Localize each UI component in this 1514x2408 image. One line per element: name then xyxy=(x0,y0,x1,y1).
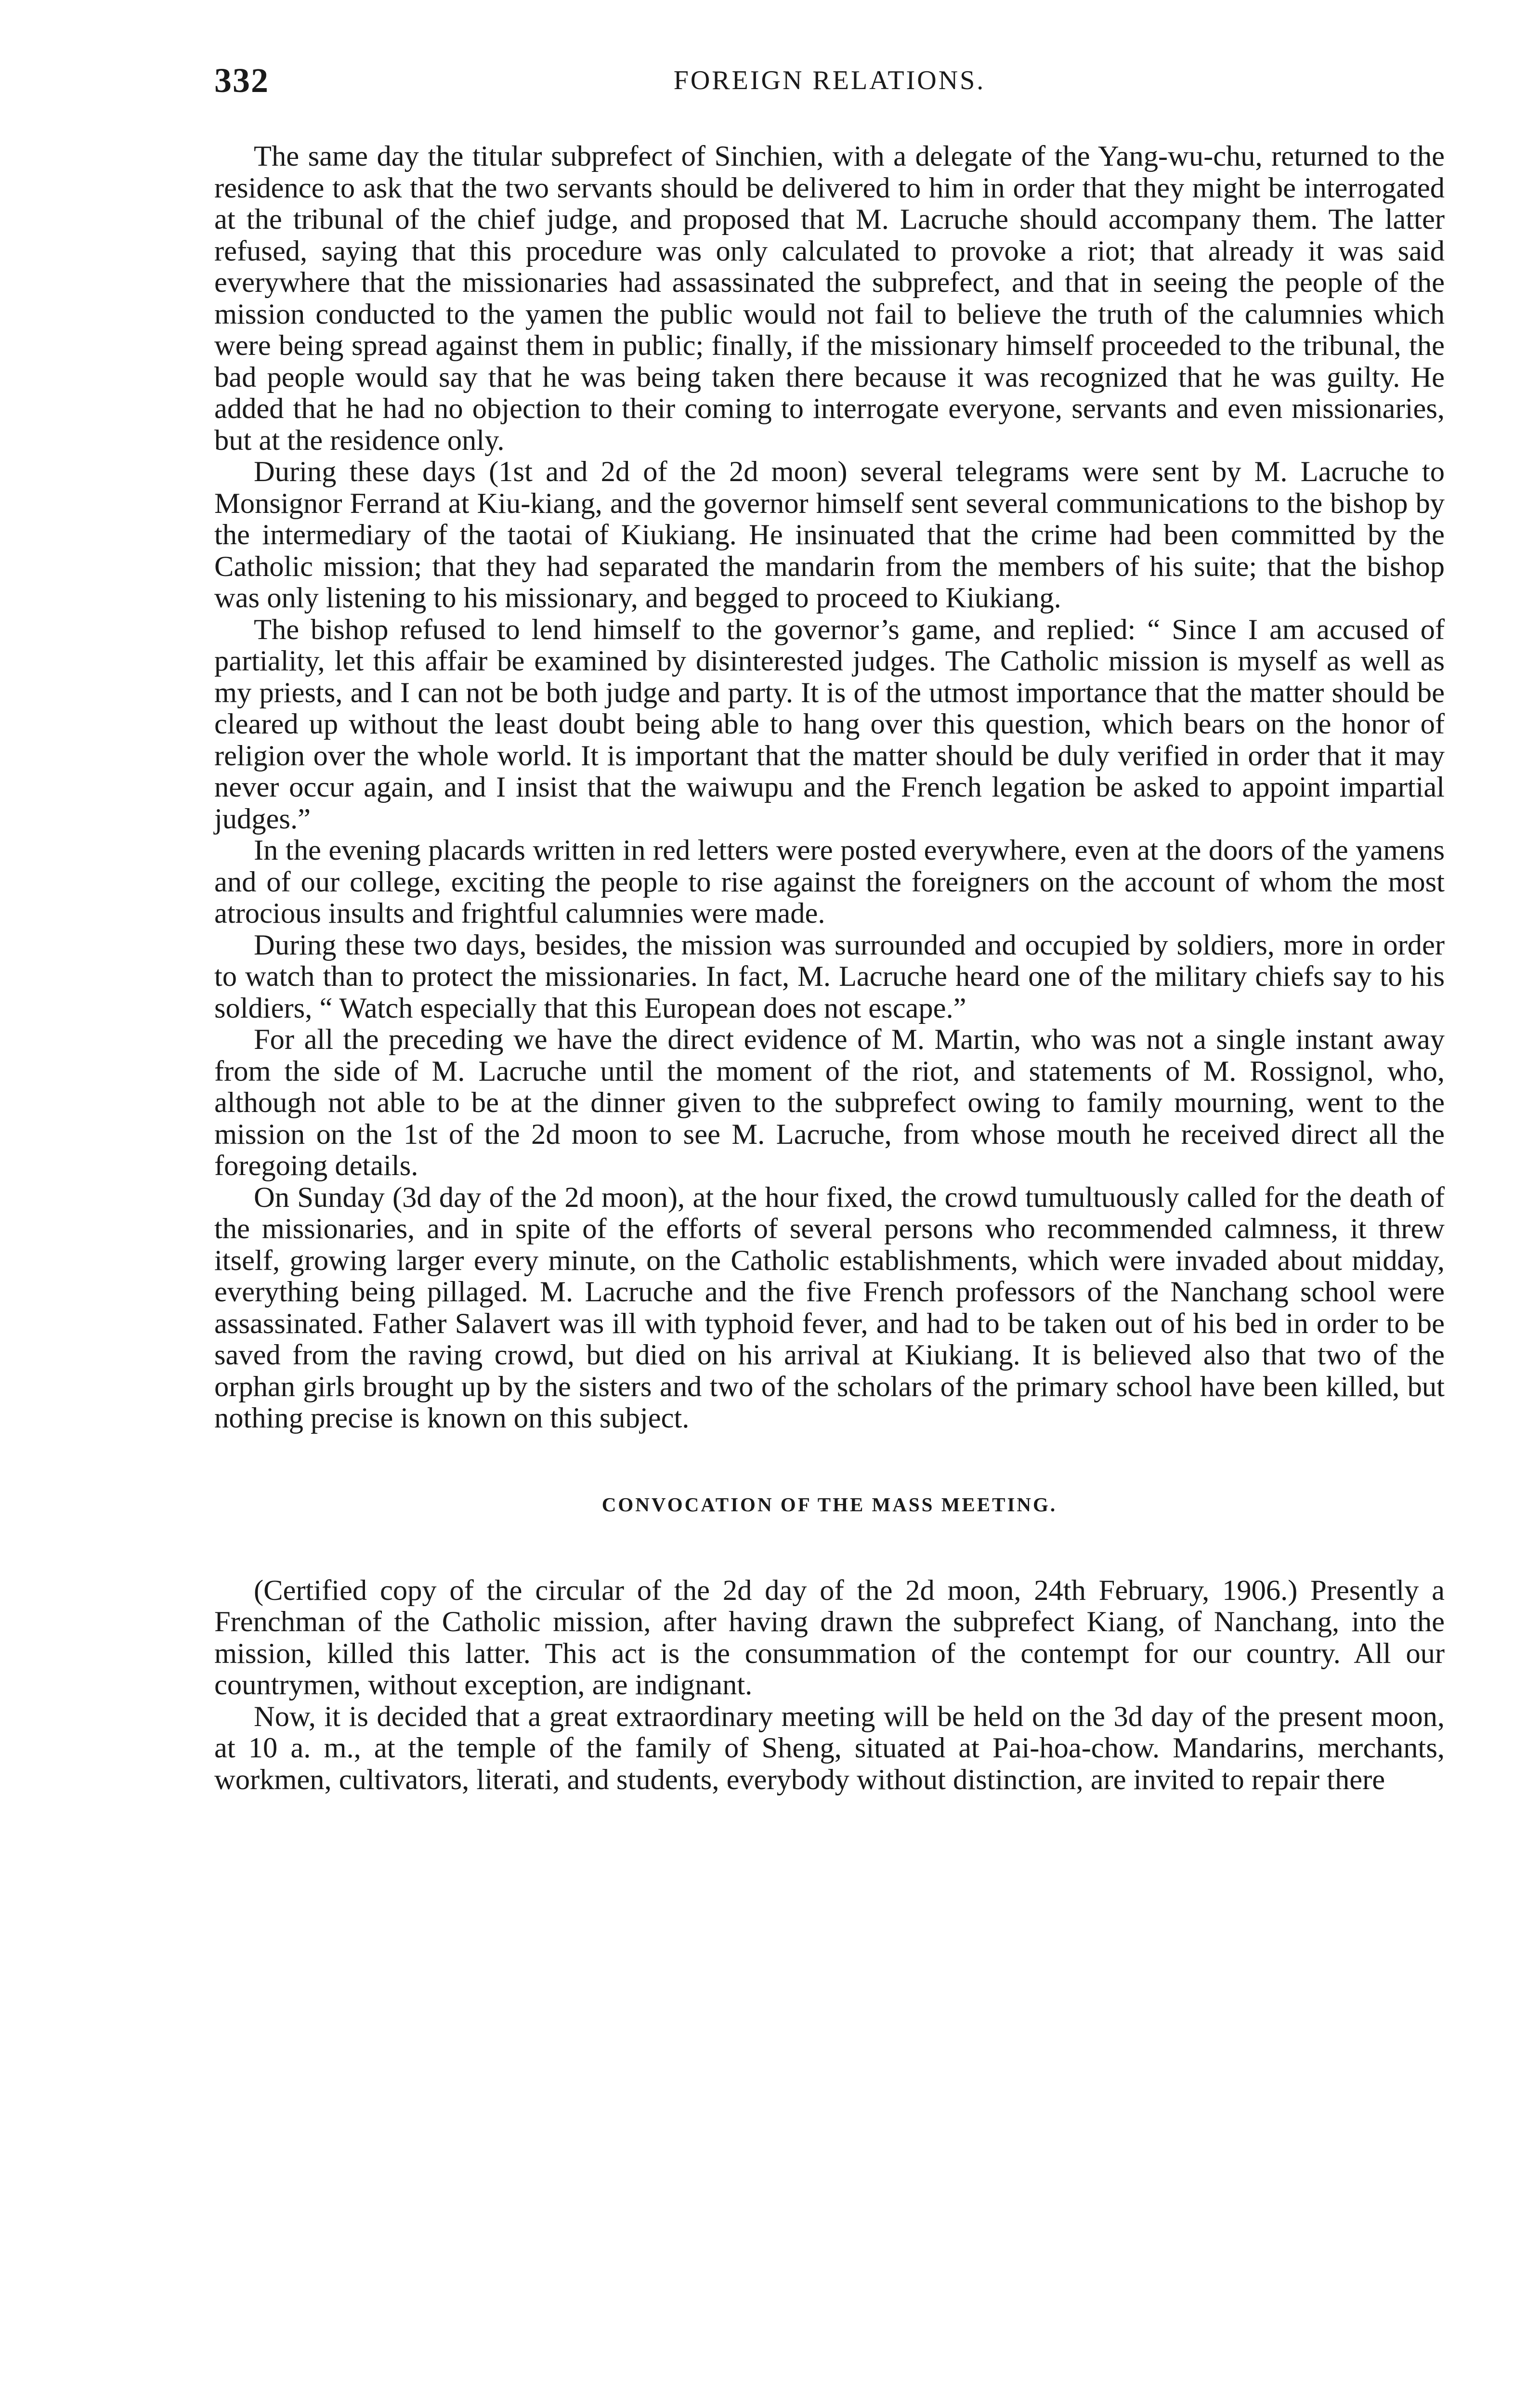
running-head xyxy=(214,54,1445,107)
paragraph-bishop-reply: The bishop refused to lend himself to the governor’s game, and replied: “ Since I am accused of partiality, let this affair be examined by disinterested judges. The Catholic mission is myself as well as my priests, and I can not be both judge and party. It is of the utmost importance that the matter should be cleared up without the least doubt being able to hang over this question, which bears on the honor of religion over the whole world. It is important that the matter should be duly verified in order that it may never occur again, and I insist that the waiwupu and the French legation be asked to appoint impartial judges.” xyxy=(214,613,1445,835)
body-text xyxy=(214,141,1445,1795)
paragraph-placards: In the evening placards written in red letters were posted everywhere, even at the doors of the yamens and of our college, exciting the people to rise against the foreigners on the account of whom the most atrocious insults and frightful calumnies were made. xyxy=(214,834,1445,929)
section-heading: CONVOCATION OF THE MASS MEETING. xyxy=(601,1493,1057,1516)
paragraph-circular: (Certified copy of the circular of the 2d day of the 2d moon, 24th February, 1906.) Presently a Frenchman of the Catholic mission, after having drawn the subprefect Kiang, of Nanchang, into the mission, killed this latter. This act is the consummation of the contempt for our country. All our countrymen, without exception, are indignant. xyxy=(214,1574,1445,1701)
paragraph-telegrams: During these days (1st and 2d of the 2d moon) several telegrams were sent by M. Lacruche to Monsignor Ferrand at Kiu-kiang, and the governor himself sent several communications to the bishop by the intermediary of the taotai of Kiukiang. He insinuated that the crime had been committed by the Catholic mission; that they had separated the mandarin from the members of his suite; that the bishop was only listening to his missionary, and begged to proceed to Kiukiang. xyxy=(214,456,1445,614)
paragraph-meeting: Now, it is decided that a great extraordinary meeting will be held on the 3d day of the present moon, at 10 a. m., at the temple of the family of Sheng, situated at Pai-hoa-chow. Mandarins, merchants, workmen, cultivators, literati, and students, everybody without distinction, are invited to repair there xyxy=(214,1700,1445,1796)
paragraph-soldiers: During these two days, besides, the mission was surrounded and occupied by soldiers, more in order to watch than to protect the missionaries. In fact, M. Lacruche heard one of the military chiefs say to his soldiers, “ Watch especially that this European does not escape.” xyxy=(214,929,1445,1024)
page-number: 332 xyxy=(214,61,269,100)
paragraph-riot: On Sunday (3d day of the 2d moon), at the hour fixed, the crowd tumultuously called for the death of the missionaries, and in spite of the efforts of several persons who recommended calmness, it threw itself, growing larger every minute, on the Catholic establishments, which were invaded about midday, everything being pillaged. M. Lacruche and the five French professors of the Nanchang school were assassinated. Father Salavert was ill with typhoid fever, and had to be taken out of his bed in order to be saved from the raving crowd, but died on his arrival at Kiukiang. It is believed also that two of the orphan girls brought up by the sisters and two of the scholars of the primary school have been killed, but nothing precise is known on this subject. xyxy=(214,1181,1445,1434)
paragraph-same-day: The same day the titular subprefect of Sinchien, with a delegate of the Yang-wu-chu, returned to the residence to ask that the two servants should be delivered to him in order that they might be interrogated at the tribunal of the chief judge, and proposed that M. Lacruche should accompany them. The latter refused, saying that this procedure was only calculated to provoke a riot; that already it was said everywhere that the missionaries had assassinated the subprefect, and that in seeing the people of the mission conducted to the yamen the public would not fail to believe the truth of the calumnies which were being spread against them in public; finally, if the missionary himself proceeded to the tribunal, the bad people would say that he was being taken there because it was recognized that he was guilty. He added that he had no objection to their coming to interrogate everyone, servants and even missionaries, but at the residence only. xyxy=(214,140,1445,457)
paragraph-evidence: For all the preceding we have the direct evidence of M. Martin, who was not a single instant away from the side of M. Lacruche until the moment of the riot, and statements of M. Rossignol, who, although not able to be at the dinner given to the subprefect owing to family mourning, went to the mission on the 1st of the 2d moon to see M. Lacruche, from whose mouth he received direct all the foregoing details. xyxy=(214,1023,1445,1182)
running-title: FOREIGN RELATIONS. xyxy=(673,65,986,95)
